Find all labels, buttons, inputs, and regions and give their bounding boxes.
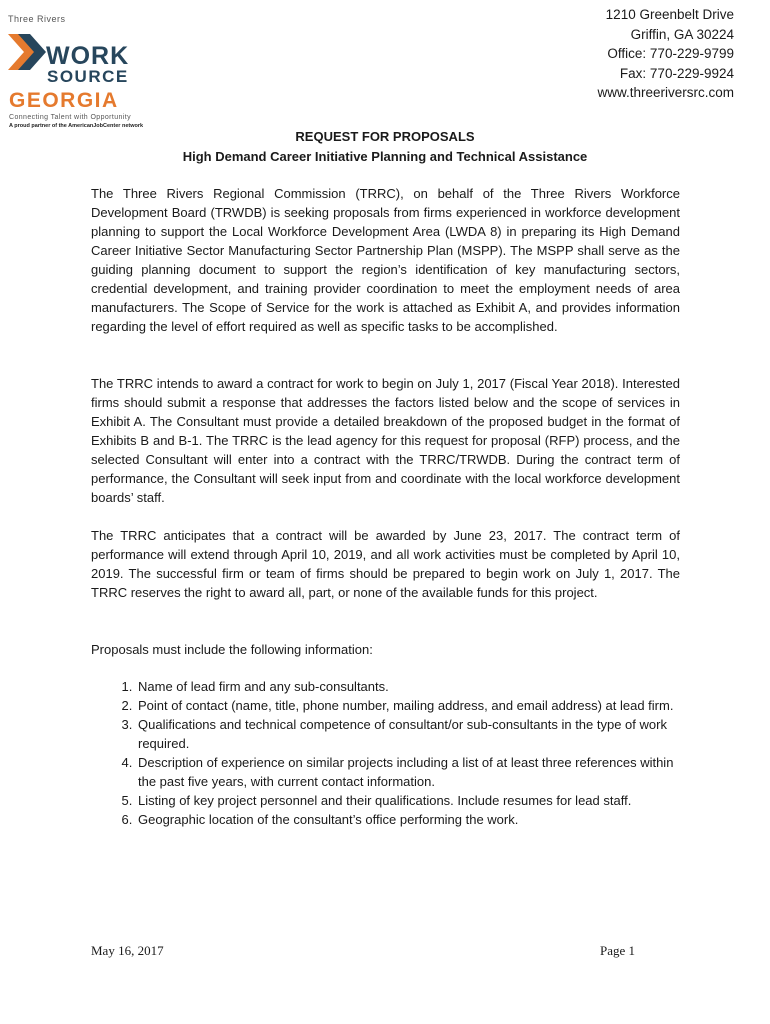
- address-city: Griffin, GA 30224: [630, 26, 734, 42]
- address-website[interactable]: www.threeriversrc.com: [597, 85, 734, 100]
- address-street: 1210 Greenbelt Drive: [605, 7, 734, 22]
- list-item: 6. Geographic location of the consultant’s office performing the work.: [136, 810, 680, 829]
- logo-word-source: SOURCE: [47, 67, 129, 86]
- paragraph-intro: The Three Rivers Regional Commission (TRRC), on behalf of the Three Rivers Workforce Development Board (TRWDB) is seeking proposals from firms experienced in workforce development planning to support the Local Workforce Development Area (LWDA 8) in preparing its High Demand Career Initiative Sector Manufacturing Sector Partnership Plan (MSPP). The MSPP shall serve as the guiding planning document to support the region’s identification of key manufacturing sectors, credential development, and training provider coordination to meet the employment needs of area manufacturers. The Scope of Service for the work is attached as Exhibit A, and provides information regarding the level of effort required as well as specific tasks to be accomplished.: [91, 186, 680, 334]
- logo-word-georgia: GEORGIA: [9, 89, 119, 112]
- list-item: 2. Point of contact (name, title, phone number, mailing address, and email address) at lead firm.: [136, 696, 680, 715]
- list-item: 3. Qualifications and technical competence of consultant/or sub-consultants in the type of work required.: [136, 715, 680, 753]
- workforce-logo: [6, 14, 146, 129]
- paragraph-proposal-intro: Proposals must include the following information:: [91, 642, 373, 657]
- document-title: REQUEST FOR PROPOSALS: [295, 129, 475, 144]
- list-item: 1. Name of lead firm and any sub-consultants.: [136, 677, 680, 696]
- logo-tagline: Connecting Talent with Opportunity: [9, 114, 132, 121]
- list-item: 5. Listing of key project personnel and their qualifications. Include resumes for lead staff.: [136, 791, 680, 810]
- address-block: [597, 5, 734, 103]
- requirements-list: [91, 677, 680, 829]
- page-number: Page 1: [600, 943, 636, 958]
- logo-partner-line: A proud partner of the AmericanJobCenter network: [9, 123, 144, 129]
- document-subtitle: High Demand Career Initiative Planning and Technical Assistance: [182, 149, 588, 164]
- address-office-phone: Office: 770-229-9799: [607, 46, 734, 61]
- paragraph-contract: The TRRC intends to award a contract for work to begin on July 1, 2017 (Fiscal Year 2018). Interested firms should submit a response that addresses the factors listed below and the scope of services in Exhibit A. The Consultant must provide a detailed breakdown of the proposed budget in the format of Exhibits B and B-1. The TRRC is the lead agency for this request for proposal (RFP) process, and the selected Consultant will enter into a contract with the TRRC/TRWDB. During the contract term of performance, the Consultant will seek input from and coordinate with the local workforce development boards’ staff.: [91, 376, 680, 505]
- footer-date: May 16, 2017: [91, 943, 164, 958]
- paragraph-term: The TRRC anticipates that a contract will be awarded by June 23, 2017. The contract term of performance will extend through April 10, 2019, and all work activities must be completed by April 10, 2019. The successful firm or team of firms should be prepared to begin work on July 1, 2017. The TRRC reserves the right to award all, part, or none of the available funds for this project.: [91, 528, 680, 600]
- chevron-mark-icon: [6, 30, 48, 92]
- address-fax: Fax: 770-229-9924: [619, 65, 734, 81]
- list-item: 4. Description of experience on similar projects including a list of at least three references within the past five years, with current contact information.: [136, 753, 680, 791]
- logo-region-name: Three Rivers: [8, 14, 66, 24]
- logo-word-work: WORK: [46, 42, 130, 70]
